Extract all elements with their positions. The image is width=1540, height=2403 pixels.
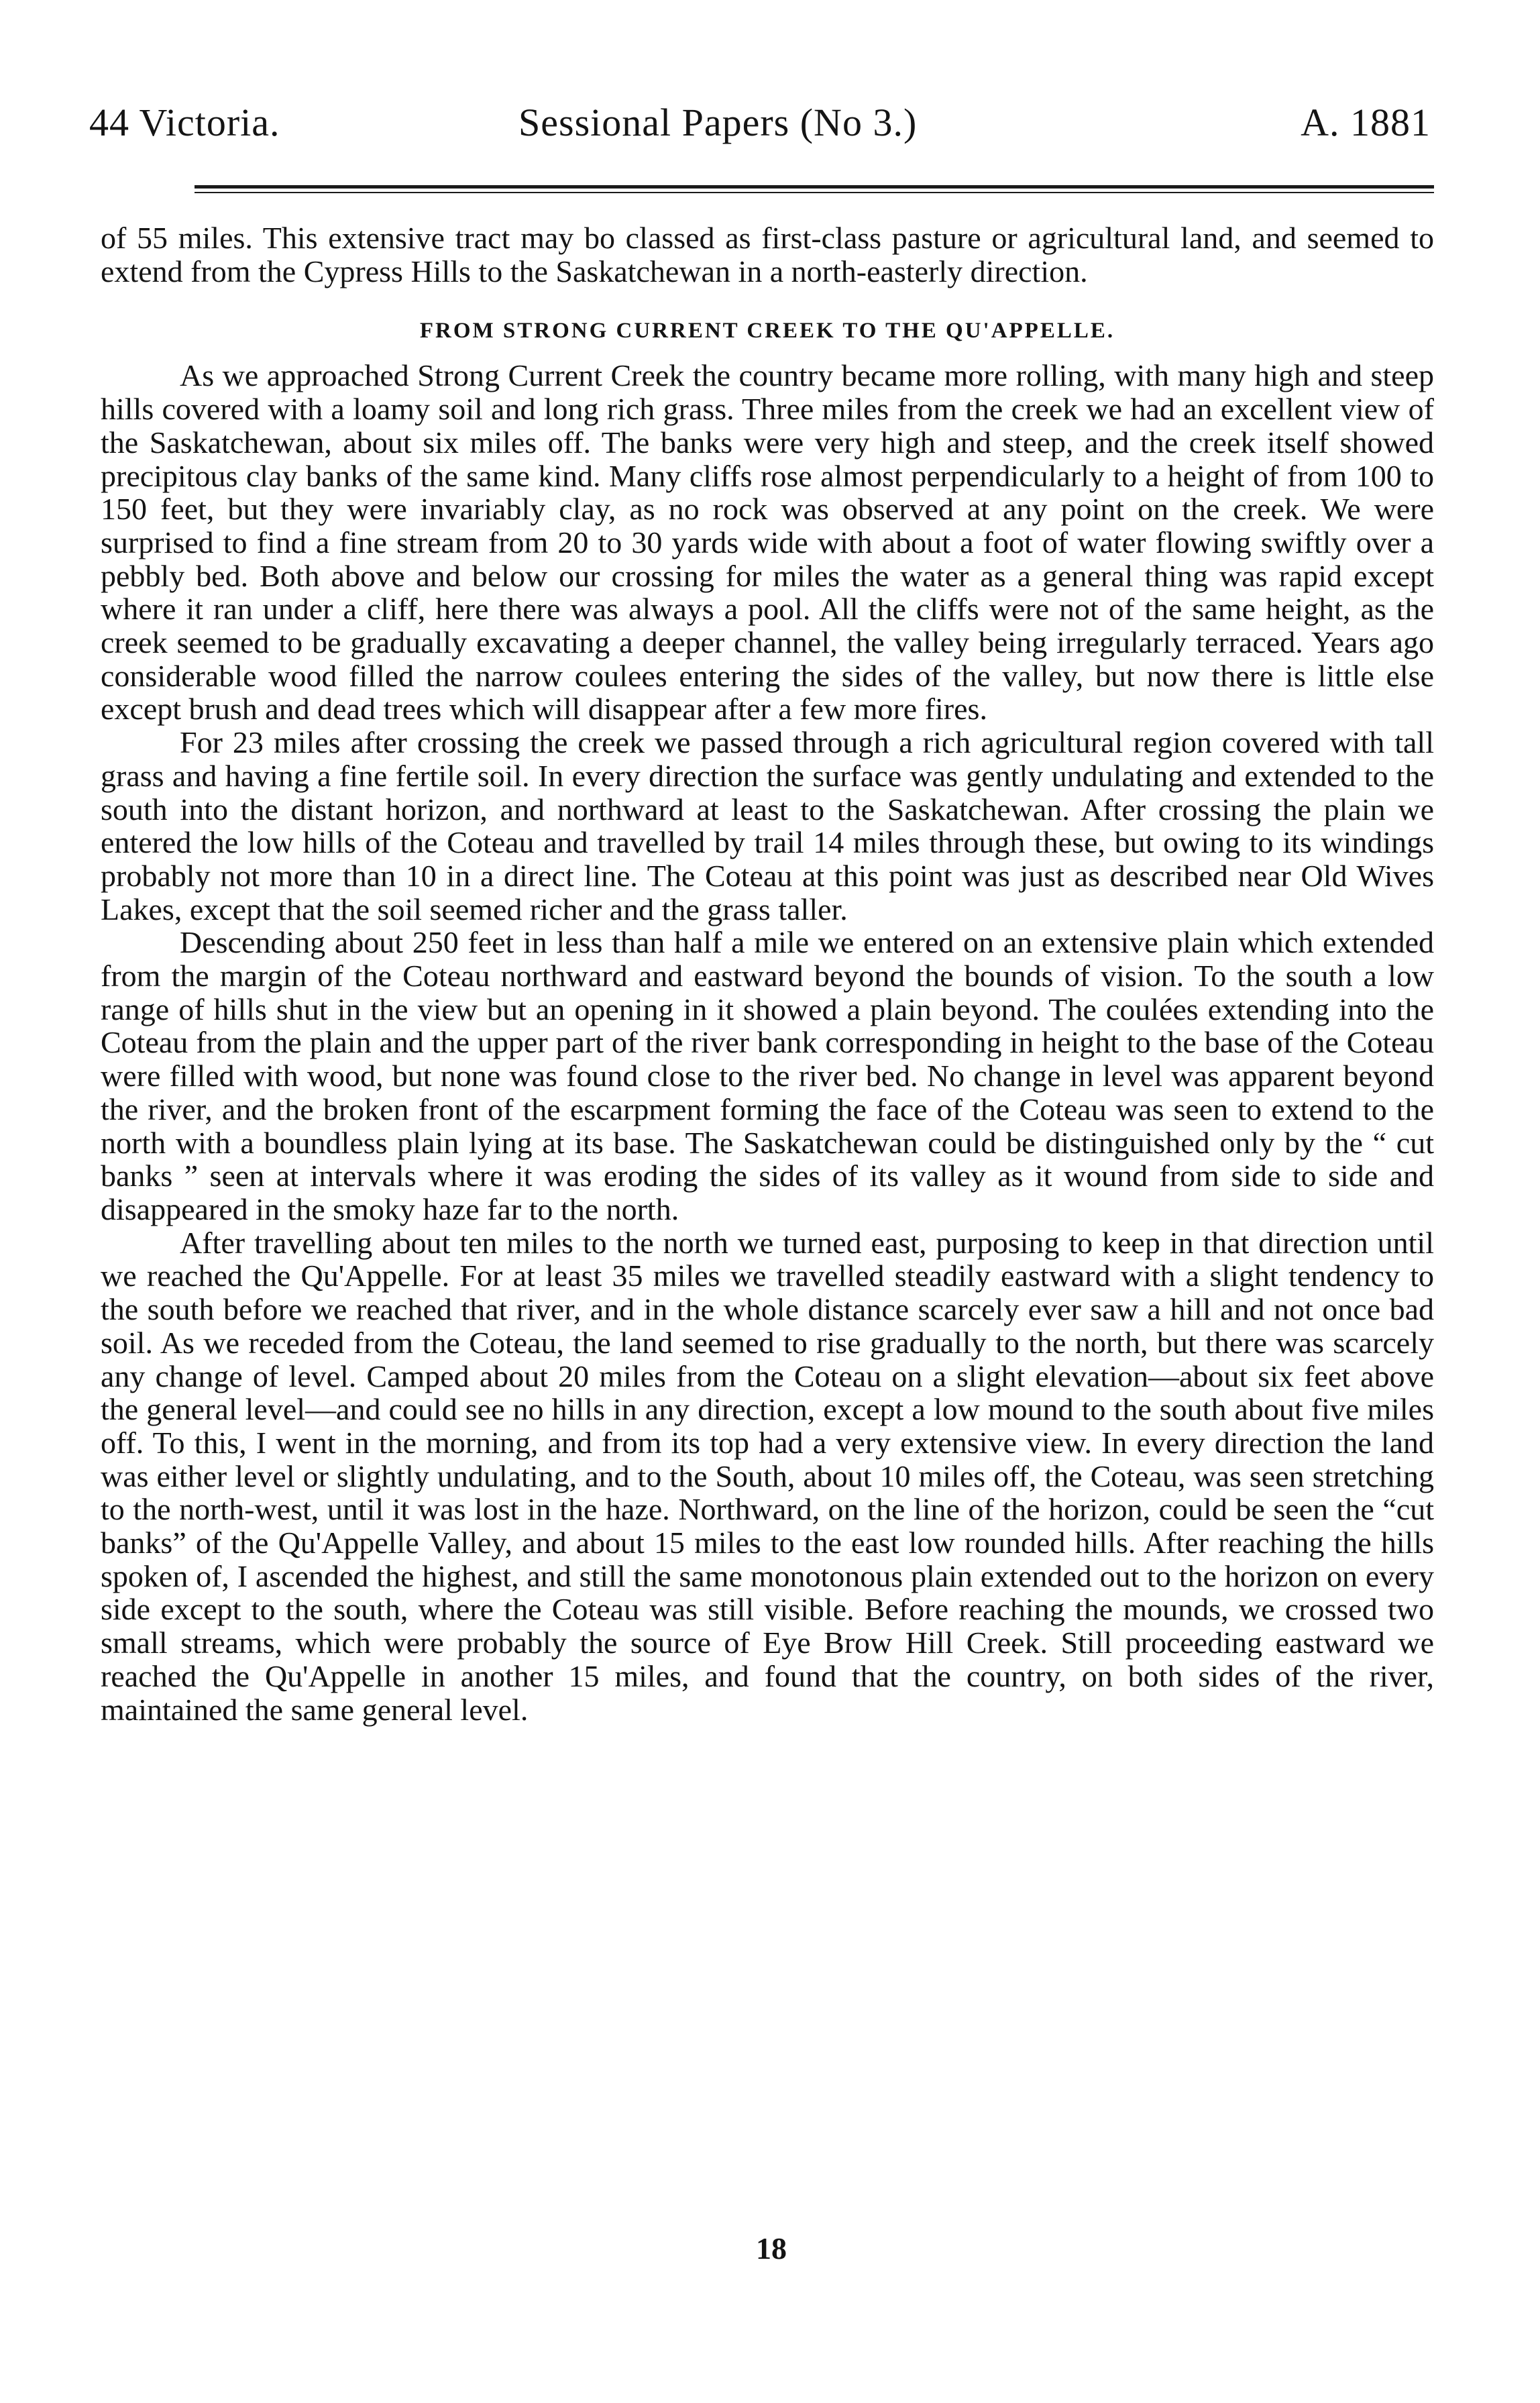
header-double-rule xyxy=(195,185,1434,196)
section-heading: FROM STRONG CURRENT CREEK TO THE QU'APPELLE. xyxy=(419,319,1115,343)
page-number: 18 xyxy=(756,2231,787,2265)
header-volume: 44 Victoria. xyxy=(89,101,280,144)
paragraph-agricultural-region: For 23 miles after crossing the creek we passed through a rich agricultural region covered with tall grass and having a fine fertile soil. In every direction the surface was gently undulating and extended to the south into the distant horizon, and northward at least to the Saskatchewan. After crossing the plain we entered the low hills of the Coteau and travelled by trail 14 miles through these, but owing to its windings probably not more than 10 in a direct line. The Coteau at this point was just as described near Old Wives Lakes, except that the soil seemed richer and the grass taller. xyxy=(101,725,1434,926)
paragraph-travelling-east: After travelling about ten miles to the north we turned east, purposing to keep in that direction until we reached the Qu'Appelle. For at least 35 miles we travelled steadily eastward with a slight tendency to the south before we reached that river, and in the whole distance scarcely ever saw a hill and not once bad soil. As we receded from the Coteau, the land seemed to rise gradually to the north, but there was scarcely any change of level. Camped about 20 miles from the Coteau on a slight elevation—about six feet above the general level—and could see no hills in any direction, except a low mound to the south about five miles off. To this, I went in the morning, and from its top had a very extensive view. In every direction the land was either level or slightly undulating, and to the South, about 10 miles off, the Coteau, was seen stretching to the north-west, until it was lost in the haze. Northward, on the line of the horizon, could be seen the “cut banks” of the Qu'Appelle Valley, and about 15 miles to the east low rounded hills. After reaching the hills spoken of, I ascended the highest, and still the same monotonous plain extended out to the horizon on every side except to the south, where the Coteau was still visible. Before reaching the mounds, we crossed two small streams, which were probably the source of Eye Brow Hill Creek. Still proceeding eastward we reached the Qu'Appelle in another 15 miles, and found that the country, on both sides of the river, maintained the same general level. xyxy=(101,1225,1434,1727)
header-rule-thin xyxy=(195,192,1434,193)
header-rule-thick xyxy=(195,185,1434,189)
body-text xyxy=(101,221,1434,1726)
paragraph-strong-current-creek: As we approached Strong Current Creek the country became more rolling, with many high and steep hills covered with a loamy soil and long rich grass. Three miles from the creek we had an excellent view of the Saskatchewan, about six miles off. The banks were very high and steep, and the creek itself showed precipitous clay banks of the same kind. Many cliffs rose almost perpendicularly to a height of from 100 to 150 feet, but they were invariably clay, as no rock was observed at any point on the creek. We were surprised to find a fine stream from 20 to 30 yards wide with about a foot of water flowing swiftly over a pebbly bed. Both above and below our crossing for miles the water as a general thing was rapid except where it ran under a cliff, here there was always a pool. All the cliffs were not of the same height, as the creek seemed to be gradually excavating a deeper channel, the valley being irregularly terraced. Years ago considerable wood filled the narrow coulees entering the sides of the valley, but now there is little else except brush and dead trees which will disappear after a few more fires. xyxy=(101,358,1434,727)
paragraph-descending-plain: Descending about 250 feet in less than half a mile we entered on an extensive plain which extended from the margin of the Coteau northward and eastward beyond the bounds of vision. To the south a low range of hills shut in the view but an opening in it showed a plain beyond. The coulées extending into the Coteau from the plain and the upper part of the river bank corresponding in height to the base of the Coteau were filled with wood, but none was found close to the river bed. No change in level was apparent beyond the river, and the broken front of the escarpment forming the face of the Coteau was seen to extend to the north with a boundless plain lying at its base. The Saskatchewan could be distinguished only by the “ cut banks ” seen at intervals where it was eroding the sides of its valley as it wound from side to side and disappeared in the smoky haze far to the north. xyxy=(101,925,1434,1226)
header-year: A. 1881 xyxy=(1301,101,1431,144)
running-head xyxy=(89,96,1431,150)
header-title: Sessional Papers (No 3.) xyxy=(518,101,918,144)
paragraph-continued: of 55 miles. This extensive tract may bo classed as first-class pasture or agricultural land, and seemed to extend from the Cypress Hills to the Saskatchewan in a north-easterly direction. xyxy=(101,221,1434,288)
